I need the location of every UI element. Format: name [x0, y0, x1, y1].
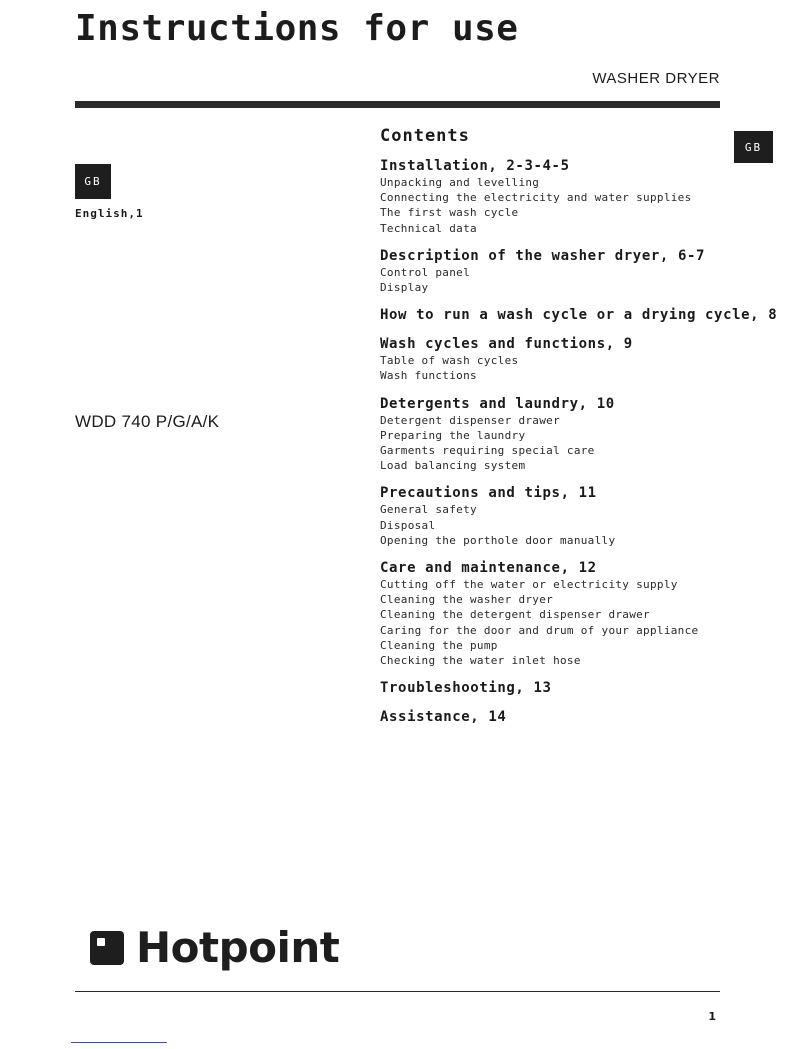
section-item[interactable]: Opening the porthole door manually — [380, 533, 616, 547]
section-item[interactable]: Detergent dispenser drawer — [380, 413, 560, 427]
section-item[interactable]: Cleaning the washer dryer — [380, 593, 554, 607]
model-number: WDD 740 P/G/A/K — [75, 412, 220, 431]
section-heading[interactable]: Assistance, 14 — [380, 709, 507, 726]
language-tab-badge: GB — [734, 131, 773, 163]
section-item[interactable]: Caring for the door and drum of your appliance — [380, 623, 699, 637]
section-heading[interactable]: Care and maintenance, 12 — [380, 560, 597, 577]
contents-section — [380, 559, 780, 668]
section-item[interactable]: Disposal — [380, 518, 436, 532]
section-heading[interactable]: Wash cycles and functions, 9 — [380, 336, 633, 353]
section-heading[interactable]: Installation, 2-3-4-5 — [380, 158, 570, 174]
section-item[interactable]: General safety — [380, 503, 477, 517]
page-title: Instructions for use — [75, 8, 519, 49]
section-item[interactable]: Display — [380, 281, 429, 295]
product-type: WASHER DRYER — [592, 70, 720, 87]
brand-logo — [90, 923, 340, 972]
contents-section — [380, 157, 780, 236]
logo-text: Hotpoint — [136, 923, 340, 972]
section-item[interactable]: Wash functions — [380, 369, 477, 383]
section-heading[interactable]: Troubleshooting, 13 — [380, 680, 552, 697]
contents-section — [380, 679, 780, 697]
section-item[interactable]: Cleaning the detergent dispenser drawer — [380, 608, 650, 622]
section-item[interactable]: Connecting the electricity and water supplies — [380, 191, 692, 205]
page-number: 1 — [708, 1010, 716, 1023]
section-item[interactable]: Cleaning the pump — [380, 638, 498, 652]
section-item[interactable]: Checking the water inlet hose — [380, 654, 581, 668]
contents-section — [380, 484, 780, 548]
footer-rule — [75, 991, 720, 992]
header-rule — [75, 101, 720, 108]
contents-heading: Contents — [380, 126, 470, 146]
section-item[interactable]: Cutting off the water or electricity supply — [380, 578, 678, 592]
contents-section — [380, 306, 780, 324]
contents-section — [380, 395, 780, 474]
section-heading[interactable]: Description of the washer dryer, 6-7 — [380, 247, 706, 264]
language-badge: GB — [75, 164, 111, 199]
section-item[interactable]: Control panel — [380, 265, 470, 279]
section-heading[interactable]: How to run a wash cycle or a drying cycle, 8 — [380, 307, 778, 324]
table-of-contents — [380, 124, 780, 737]
link-underline — [71, 1042, 167, 1043]
section-item[interactable]: Unpacking and levelling — [380, 176, 540, 189]
section-heading[interactable]: Detergents and laundry, 10 — [380, 395, 615, 412]
hotpoint-logo-icon — [90, 931, 124, 965]
section-item[interactable]: The first wash cycle — [380, 206, 519, 220]
language-label[interactable]: English,1 — [75, 207, 144, 220]
section-item[interactable]: Load balancing system — [380, 459, 526, 473]
section-item[interactable]: Preparing the laundry — [380, 428, 526, 442]
section-item[interactable]: Table of wash cycles — [380, 354, 519, 368]
section-item[interactable]: Technical data — [380, 221, 477, 235]
section-heading[interactable]: Precautions and tips, 11 — [380, 485, 597, 502]
contents-section — [380, 335, 780, 383]
contents-sections — [380, 157, 780, 726]
section-item[interactable]: Garments requiring special care — [380, 444, 595, 458]
contents-section — [380, 247, 780, 295]
contents-section — [380, 708, 780, 726]
